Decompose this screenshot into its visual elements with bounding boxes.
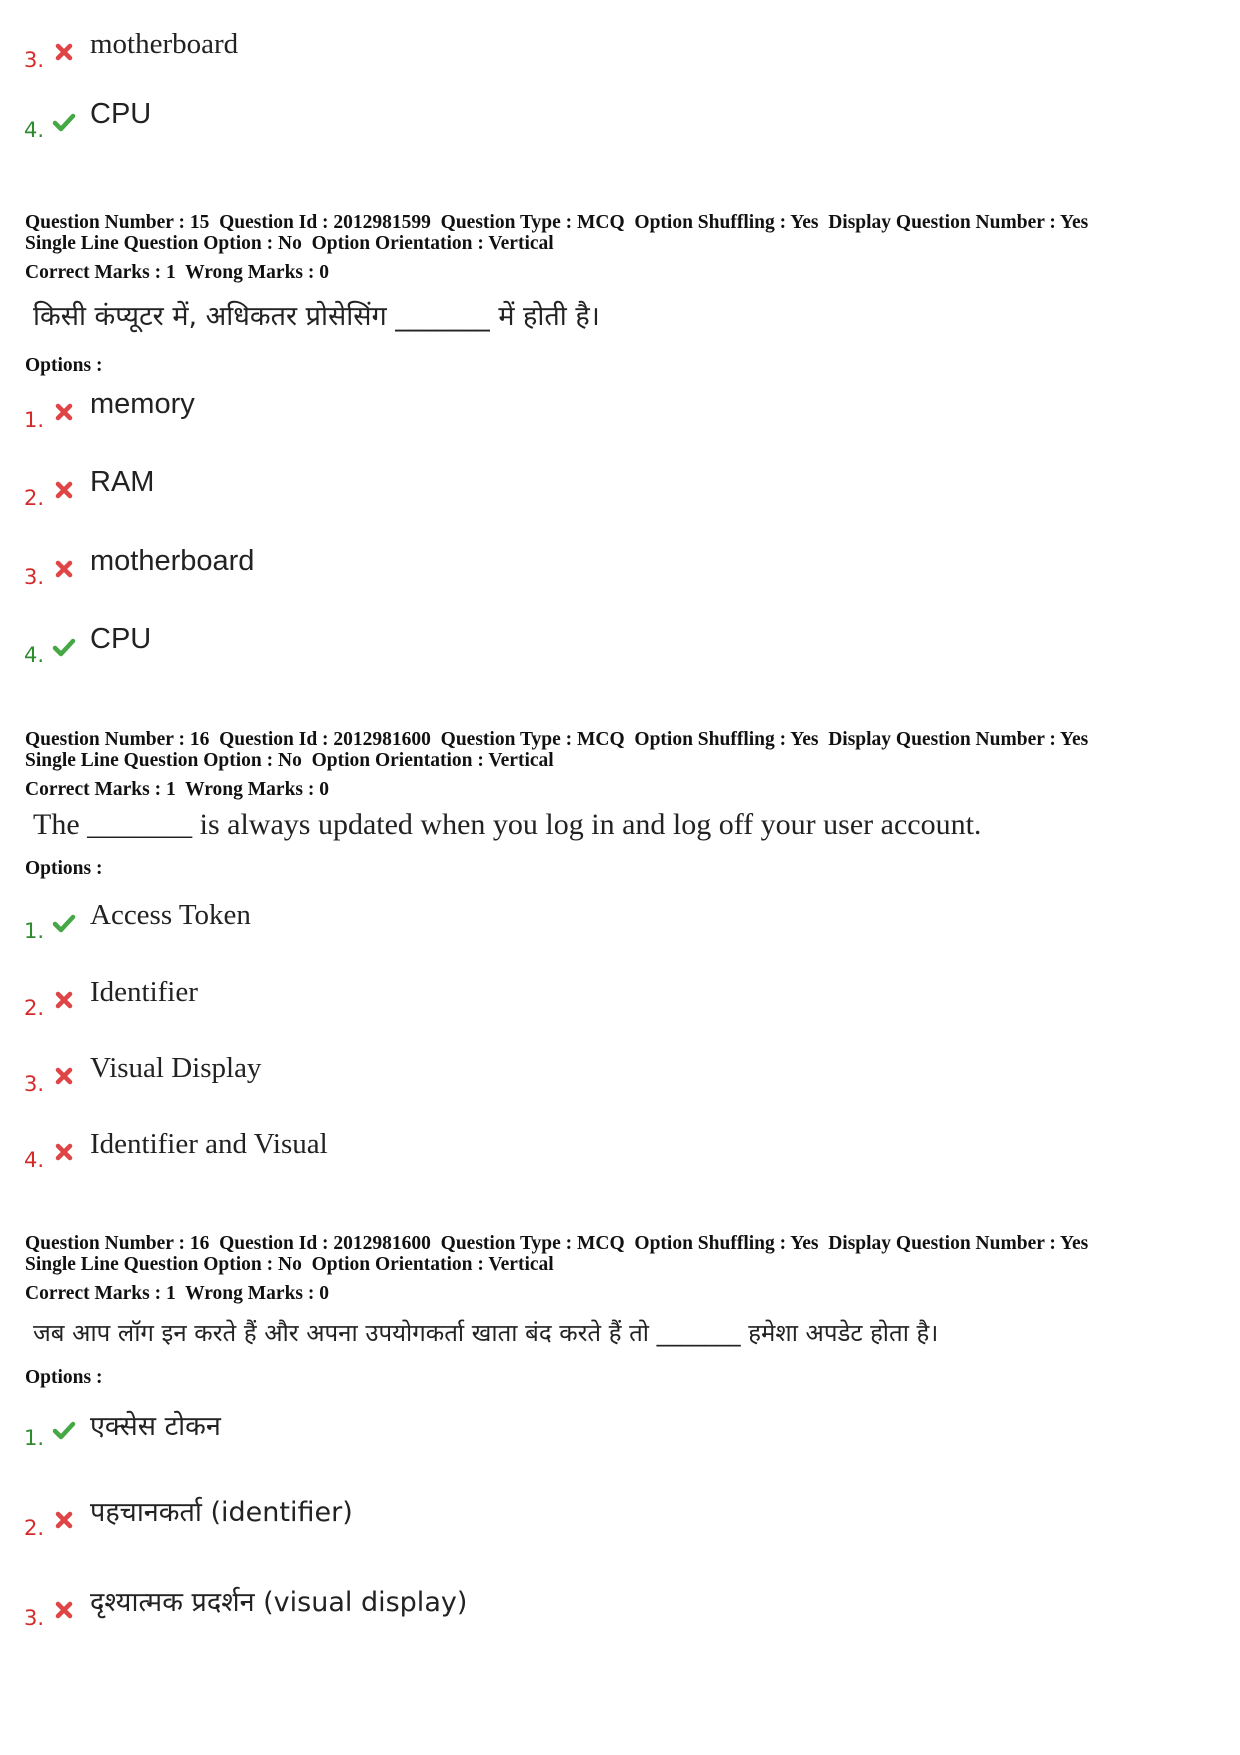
question-text: The _______ is always updated when you log in and log off your user account. bbox=[33, 808, 982, 841]
option-number: 2. bbox=[24, 486, 45, 510]
question-meta: Question Number : 16 Question Id : 2012981600 Question Type : MCQ Option Shuffling : Yes Display Question Number : Yes Single Line Question Option : No Option Orientation : Vertical bbox=[25, 1233, 1089, 1275]
check-icon bbox=[52, 1418, 76, 1442]
option-text: CPU bbox=[90, 98, 152, 130]
cross-icon bbox=[52, 1064, 76, 1088]
option-text: motherboard bbox=[90, 28, 239, 60]
option-number: 2. bbox=[24, 996, 45, 1020]
option-row bbox=[24, 1128, 1124, 1176]
option-number: 4. bbox=[24, 1148, 45, 1172]
option-number: 3. bbox=[24, 48, 45, 72]
option-text: एक्सेस टोकन bbox=[90, 1411, 221, 1442]
check-icon bbox=[52, 110, 76, 134]
option-number: 4. bbox=[24, 118, 45, 142]
cross-icon bbox=[52, 400, 76, 424]
option-row bbox=[24, 976, 1124, 1024]
check-icon bbox=[52, 635, 76, 659]
option-row bbox=[24, 28, 1124, 76]
option-number: 3. bbox=[24, 565, 45, 589]
option-text: Identifier bbox=[90, 976, 198, 1008]
marks-line: Correct Marks : 1 Wrong Marks : 0 bbox=[25, 1283, 330, 1304]
marks-line: Correct Marks : 1 Wrong Marks : 0 bbox=[25, 779, 330, 800]
option-number: 1. bbox=[24, 408, 45, 432]
options-label: Options : bbox=[25, 355, 103, 376]
options-label: Options : bbox=[25, 858, 103, 879]
option-number: 3. bbox=[24, 1606, 45, 1630]
option-text: Visual Display bbox=[90, 1052, 262, 1084]
option-number: 1. bbox=[24, 919, 45, 943]
option-number: 1. bbox=[24, 1426, 45, 1450]
option-row bbox=[24, 388, 1124, 436]
cross-icon bbox=[52, 988, 76, 1012]
option-row bbox=[24, 1052, 1124, 1100]
cross-icon bbox=[52, 557, 76, 581]
option-row bbox=[24, 466, 1124, 514]
option-number: 2. bbox=[24, 1516, 45, 1540]
option-row bbox=[24, 623, 1124, 671]
option-row bbox=[24, 1411, 1124, 1454]
option-text: पहचानकर्ता (identifier) bbox=[90, 1497, 353, 1528]
cross-icon bbox=[52, 478, 76, 502]
options-label: Options : bbox=[25, 1367, 103, 1388]
option-row bbox=[24, 545, 1124, 593]
option-row bbox=[24, 98, 1124, 146]
option-text: Access Token bbox=[90, 899, 251, 931]
option-row bbox=[24, 899, 1124, 947]
option-text: memory bbox=[90, 388, 195, 420]
question-text: किसी कंप्यूटर में, अधिकतर प्रोसेसिंग _______ में होती है। bbox=[33, 301, 600, 332]
question-text: जब आप लॉग इन करते हैं और अपना उपयोगकर्ता खाता बंद करते हैं तो _______ हमेशा अपडेट होता है। bbox=[33, 1319, 939, 1347]
cross-icon bbox=[52, 40, 76, 64]
cross-icon bbox=[52, 1598, 76, 1622]
option-text: CPU bbox=[90, 623, 152, 655]
option-text: दृश्यात्मक प्रदर्शन (visual display) bbox=[90, 1587, 468, 1618]
option-number: 4. bbox=[24, 643, 45, 667]
option-row bbox=[24, 1587, 1124, 1634]
cross-icon bbox=[52, 1508, 76, 1532]
cross-icon bbox=[52, 1140, 76, 1164]
option-text: motherboard bbox=[90, 545, 255, 577]
option-number: 3. bbox=[24, 1072, 45, 1096]
check-icon bbox=[52, 911, 76, 935]
question-meta: Question Number : 15 Question Id : 2012981599 Question Type : MCQ Option Shuffling : Yes Display Question Number : Yes Single Line Question Option : No Option Orientation : Vertical bbox=[25, 212, 1089, 254]
option-text: Identifier and Visual bbox=[90, 1128, 328, 1160]
option-text: RAM bbox=[90, 466, 155, 498]
option-row bbox=[24, 1497, 1124, 1544]
question-meta: Question Number : 16 Question Id : 2012981600 Question Type : MCQ Option Shuffling : Yes Display Question Number : Yes Single Line Question Option : No Option Orientation : Vertical bbox=[25, 729, 1089, 771]
marks-line: Correct Marks : 1 Wrong Marks : 0 bbox=[25, 262, 330, 283]
